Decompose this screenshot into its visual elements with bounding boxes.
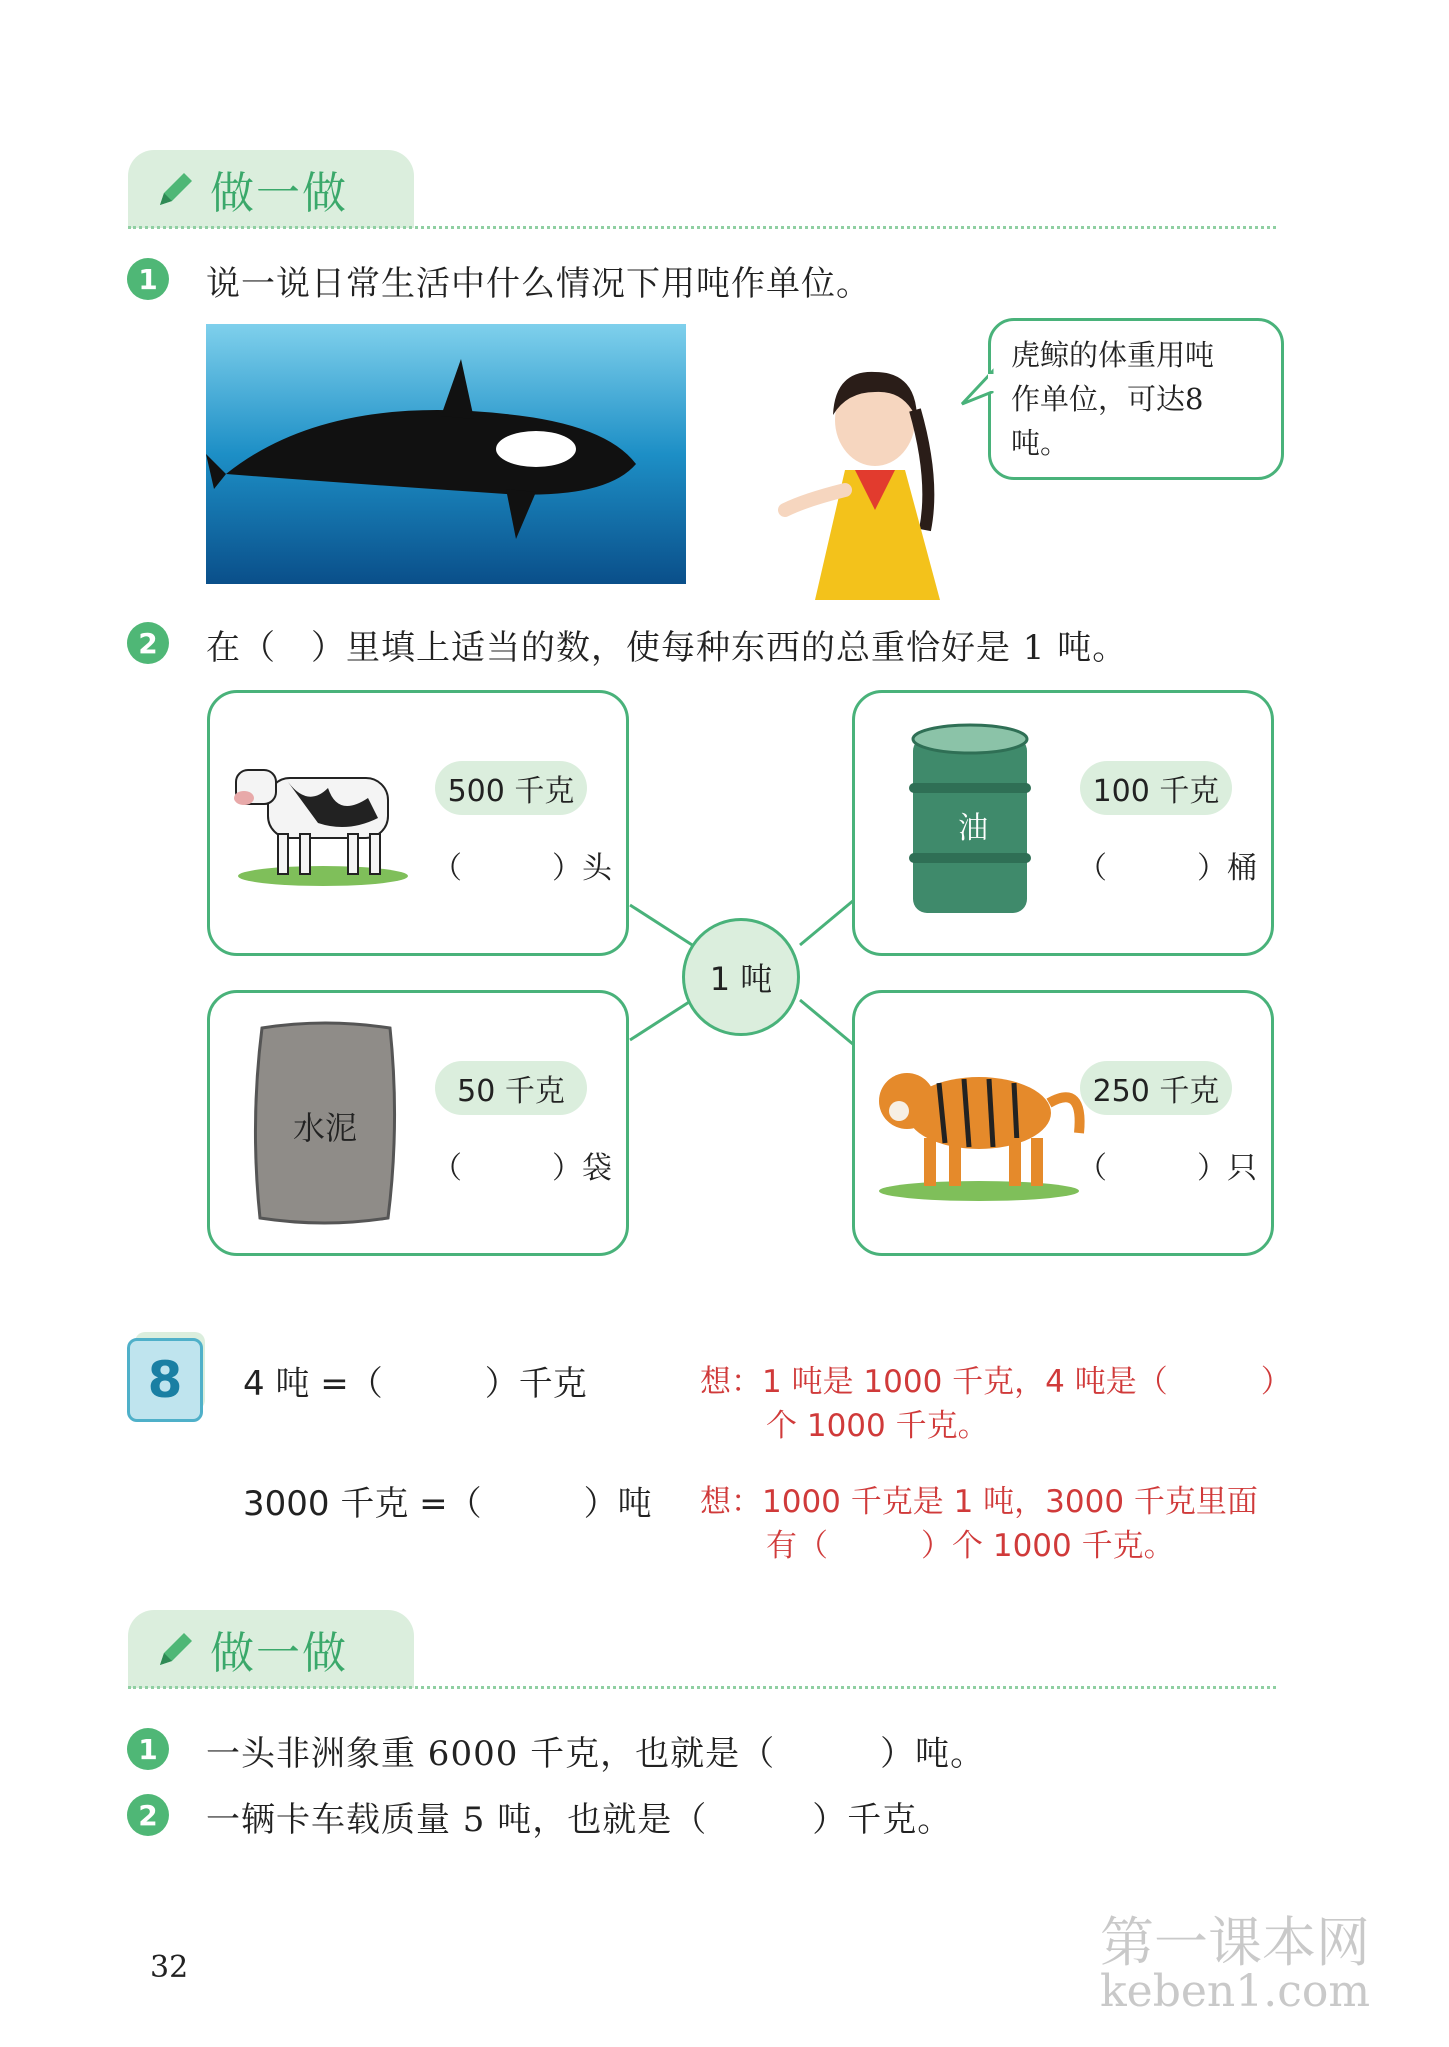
watermark-url: keben1.com xyxy=(1100,1966,1371,2017)
answer-blank[interactable]: （ ）只 xyxy=(1077,1151,1257,1186)
answer-blank[interactable]: （ ）桶 xyxy=(1077,851,1257,886)
section-header-title: 做一做 xyxy=(210,168,348,219)
weight-label: 250 千克 xyxy=(1080,1061,1232,1115)
hint-text: 有（ ）个 1000 千克。 xyxy=(766,1528,1175,1564)
center-one-ton: 1 吨 xyxy=(682,918,800,1036)
answer-blank[interactable]: （ ）袋 xyxy=(432,1151,612,1186)
pencil-icon xyxy=(154,1627,198,1671)
card-oil-barrel xyxy=(852,690,1274,956)
weight-label: 50 千克 xyxy=(435,1061,587,1115)
question-text: 一头非洲象重 6000 千克，也就是（ ）吨。 xyxy=(206,1734,986,1774)
section-header-title: 做一做 xyxy=(210,1628,348,1679)
example-number-badge: 8 xyxy=(127,1338,203,1422)
question-text: 一辆卡车载质量 5 吨，也就是（ ）千克。 xyxy=(206,1800,953,1840)
card-cow xyxy=(207,690,629,956)
barrel-label: 油 xyxy=(958,811,988,846)
speech-line-2: 作单位，可达8吨。 xyxy=(1011,382,1204,460)
section-header xyxy=(128,1610,414,1688)
hint-text: 想：1 吨是 1000 千克，4 吨是（ ） xyxy=(700,1364,1292,1400)
weight-label: 500 千克 xyxy=(435,761,587,815)
conversion-formula: 4 吨 =（ ）千克 xyxy=(243,1364,587,1404)
bag-label: 水泥 xyxy=(292,1109,357,1147)
page-number: 32 xyxy=(150,1950,189,1985)
watermark-title: 第一课本网 xyxy=(1100,1911,1370,1974)
question-number: 1 xyxy=(127,1728,169,1770)
hint-text: 个 1000 千克。 xyxy=(766,1408,989,1444)
card-tiger xyxy=(852,990,1274,1256)
question-text: 说一说日常生活中什么情况下用吨作单位。 xyxy=(206,264,871,304)
weight-label: 100 千克 xyxy=(1080,761,1232,815)
card-cement-bag xyxy=(207,990,629,1256)
conversion-formula: 3000 千克 =（ ）吨 xyxy=(243,1484,652,1524)
answer-blank[interactable]: （ ）头 xyxy=(432,851,612,886)
tiger-illustration xyxy=(869,1043,1089,1203)
dotted-divider xyxy=(128,1686,1276,1689)
question-number: 2 xyxy=(127,622,169,664)
question-text: 在（ ）里填上适当的数，使每种东西的总重恰好是 1 吨。 xyxy=(206,628,1128,668)
question-number: 2 xyxy=(127,1794,169,1836)
cow-illustration xyxy=(228,748,408,888)
hint-text: 想：1000 千克是 1 吨，3000 千克里面 xyxy=(700,1484,1258,1520)
speech-line-1: 虎鲸的体重用吨 xyxy=(1011,338,1215,372)
question-number: 1 xyxy=(127,258,169,300)
